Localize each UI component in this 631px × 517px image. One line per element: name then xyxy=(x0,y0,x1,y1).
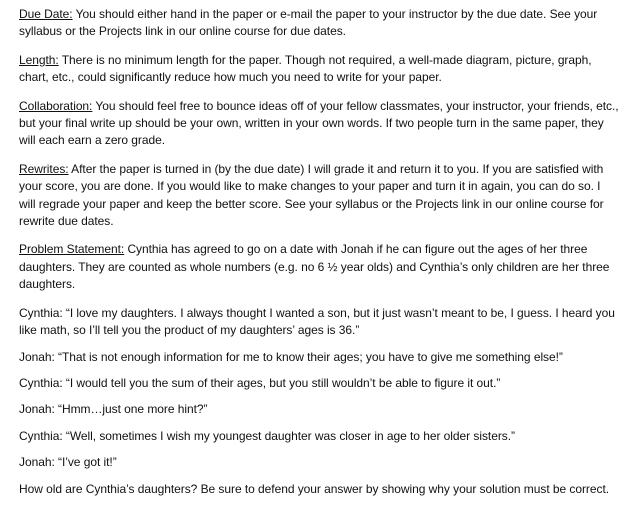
collaboration-text: You should feel free to bounce ideas off of your fellow classmates, your instructor, your friends, etc., but your final write up should be your own, written in your own words. If two people turn in the same paper, they will each earn a zero grade. xyxy=(19,98,619,148)
problem-statement-text: Cynthia has agreed to go on a date with Jonah if he can figure out the ages of her three daughters. They are counted as whole numbers (e.g. no 6 ½ year olds) and Cynthia’s only children are her three daughters. xyxy=(19,242,610,292)
question-paragraph: How old are Cynthia’s daughters? Be sure to defend your answer by showing why your solution must be correct. xyxy=(19,481,610,496)
dialogue-line: Jonah: “That is not enough information for me to know their ages; you have to give me something else!” xyxy=(19,349,563,364)
length-text: There is no minimum length for the paper. Though not required, a well-made diagram, picture, graph, chart, etc., could significantly reduce how much you need to write for your paper. xyxy=(19,52,592,85)
problem-statement-heading: Problem Statement: xyxy=(19,242,125,257)
dialogue-line: Jonah: “I’ve got it!” xyxy=(19,455,117,470)
dialogue-line: Cynthia: “I would tell you the sum of their ages, but you still wouldn’t be able to figure it out.” xyxy=(19,375,501,390)
length-heading: Length: xyxy=(19,52,59,67)
rewrites-text: After the paper is turned in (by the due date) I will grade it and return it to you. If you are satisfied with your score, you are done. If you would like to make changes to your paper and turn it in again, you can do so. I will regrade your paper and keep the better score. See your syllabus or the Projects link in our online course for rewrite due dates. xyxy=(19,161,604,229)
due-date-text: You should either hand in the paper or e-mail the paper to your instructor by the due date. See your syllabus or the Projects link in our online course for due dates. xyxy=(19,7,598,39)
due-date-paragraph xyxy=(19,6,619,41)
collaboration-paragraph xyxy=(19,98,619,150)
length-paragraph xyxy=(19,52,619,87)
dialogue-line: Cynthia: “Well, sometimes I wish my youngest daughter was closer in age to her older sisters.” xyxy=(19,428,515,443)
rewrites-heading: Rewrites: xyxy=(19,161,69,176)
due-date-heading: Due Date: xyxy=(19,7,73,21)
dialogue-line: Jonah: “Hmm…just one more hint?” xyxy=(19,402,208,417)
problem-statement-paragraph xyxy=(19,241,619,293)
rewrites-paragraph xyxy=(19,161,619,231)
document-page xyxy=(19,6,619,498)
collaboration-heading: Collaboration: xyxy=(19,98,93,113)
dialogue-line: Cynthia: “I love my daughters. I always thought I wanted a son, but it just wasn’t meant to be, I guess. I heard you like math, so I’ll tell you the product of my daughters’ ages is 36.” xyxy=(19,305,615,338)
